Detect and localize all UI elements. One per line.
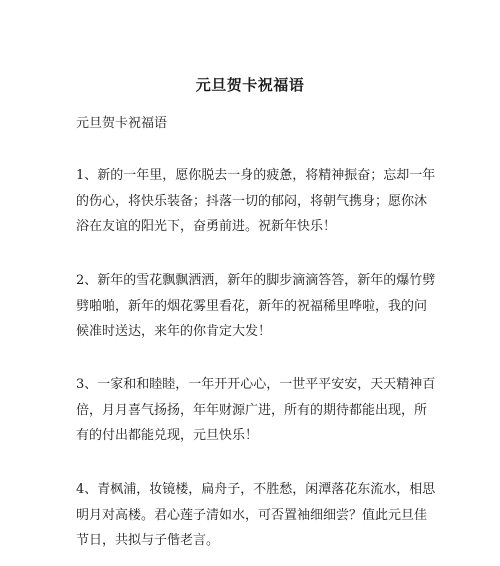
paragraph-line: 2、新年的雪花飘飘洒洒，新年的脚步滴滴答答，新年的爆竹劈: [76, 273, 436, 288]
paragraph-1: [76, 163, 436, 240]
paragraph-line: 的伤心，将快乐装备；抖落一切的郁闷，将朝气携身；愿你沐: [76, 193, 428, 209]
paragraph-line: 候准时送达，来年的你肯定大发！: [76, 324, 272, 339]
paragraph-line: 4、青枫浦，妆镜楼，扁舟子，不胜愁，闲潭落花东流水，相思: [76, 482, 436, 497]
paragraph-line: 3、一家和和睦睦，一年开开心心，一世平平安安，天天精神百: [76, 377, 436, 392]
document-title: 元旦贺卡祝福语: [195, 76, 305, 94]
paragraph-line: 节日，共拟与子偕老言。: [76, 533, 220, 548]
paragraph-line: 明月对高楼。君心莲子清如水，可否置袖细细尝？值此元旦佳: [76, 507, 428, 523]
paragraph-2: [76, 268, 436, 345]
document-subtitle: 元旦贺卡祝福语: [76, 116, 168, 131]
paragraph-line: 倍，月月喜气扬扬，年年财源广进，所有的期待都能出现，所: [76, 402, 428, 418]
paragraph-line: 劈啪啪，新年的烟花雾里看花，新年的祝福稀里哗啦，我的问: [76, 298, 428, 314]
paragraph-line: 有的付出都能兑现，元旦快乐！: [76, 428, 259, 443]
paragraph-3: [76, 372, 436, 449]
paragraph-4: [76, 477, 436, 554]
paragraph-line: 1、新的一年里，愿你脱去一身的疲惫，将精神振奋；忘却一年: [76, 168, 436, 183]
paragraph-line: 浴在友谊的阳光下，奋勇前进。祝新年快乐！: [76, 219, 337, 234]
